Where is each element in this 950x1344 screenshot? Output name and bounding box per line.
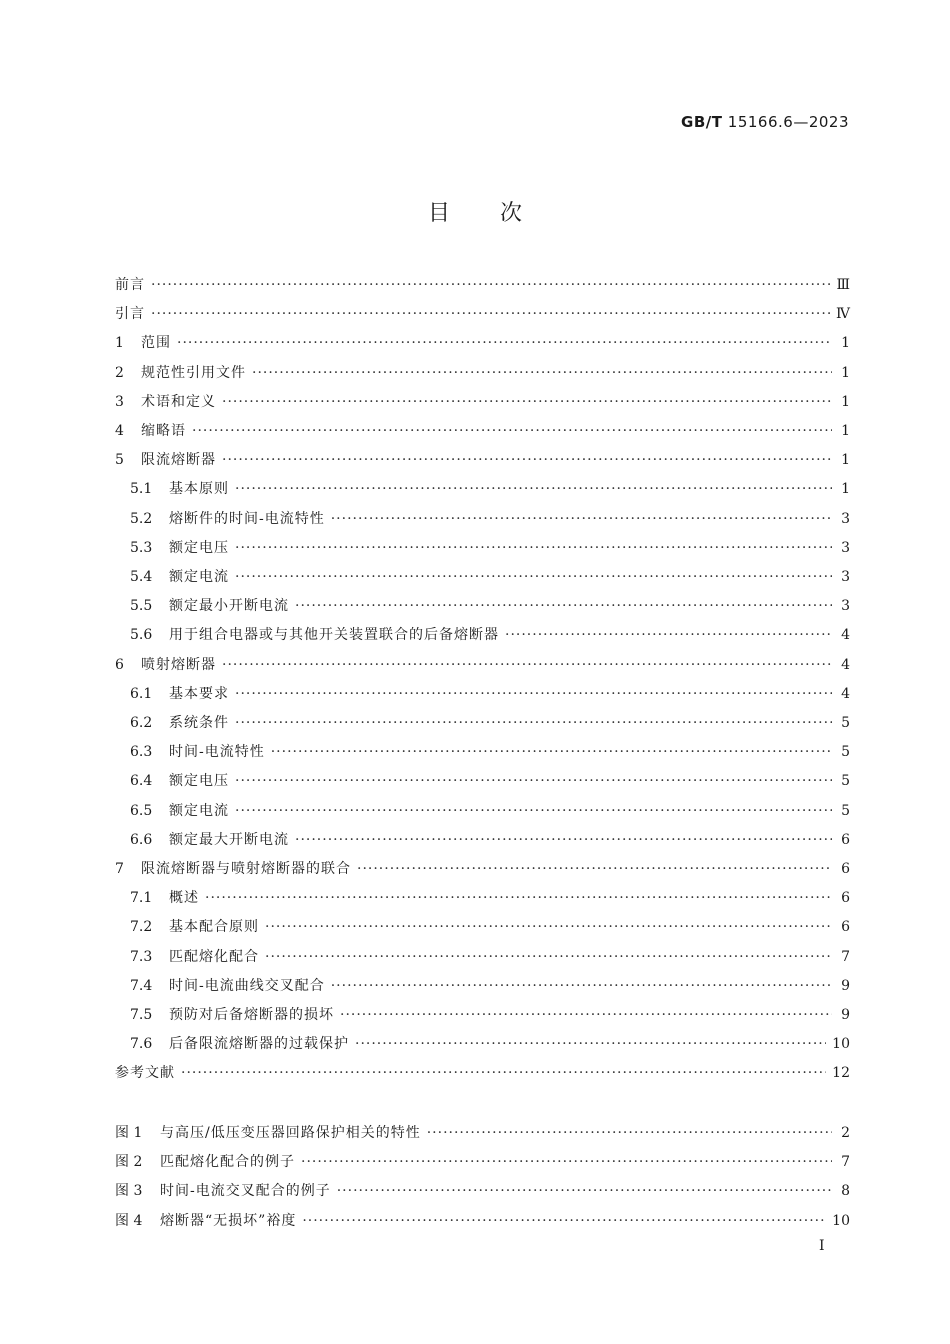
toc-entry-page: 6 (841, 831, 850, 848)
figure-entry-label: 时间-电流交叉配合的例子 (160, 1183, 331, 1200)
toc-entry-label: 额定电流 (169, 569, 229, 585)
dot-leader (151, 277, 830, 293)
toc-entry[interactable] (115, 829, 850, 851)
dot-leader (265, 949, 832, 965)
figure-entry-label: 匹配熔化配合的例子 (160, 1154, 295, 1171)
toc-entry-number: 6.5 (130, 802, 153, 819)
toc-entry-page: 10 (832, 1036, 850, 1053)
toc-entry-label: 用于组合电器或与其他开关装置联合的后备熔断器 (169, 627, 499, 644)
figure-entry-page: 2 (841, 1125, 850, 1141)
toc-entry-number: 7.4 (130, 977, 153, 994)
toc-entry-page: Ⅲ (836, 277, 850, 293)
dot-leader (235, 481, 832, 497)
toc-entry[interactable] (115, 537, 850, 559)
toc-entry[interactable] (115, 654, 850, 676)
figure-entry-page: 8 (841, 1183, 850, 1200)
figure-entry-page: 10 (832, 1212, 850, 1229)
toc-entry-label: 缩略语 (141, 423, 186, 439)
toc-entry[interactable] (115, 975, 850, 997)
toc-entry-page: 3 (841, 569, 850, 585)
dot-leader (235, 686, 832, 702)
dot-leader (295, 832, 832, 848)
toc-entry-label: 规范性引用文件 (141, 364, 246, 381)
standard-header (681, 113, 849, 131)
toc-entry-label: 额定电压 (169, 539, 229, 556)
dot-leader (301, 1154, 832, 1170)
toc-entry-number: 6.3 (130, 744, 153, 761)
toc-entry[interactable] (115, 478, 850, 500)
dot-leader (181, 1065, 826, 1081)
toc-entry-label: 概述 (169, 890, 199, 907)
toc-entry[interactable] (115, 858, 850, 880)
toc-entry-page: 1 (841, 335, 850, 352)
toc-entry-page: 9 (841, 977, 850, 994)
dot-leader (337, 1183, 832, 1199)
dot-leader (271, 744, 832, 760)
dot-leader (302, 1213, 826, 1229)
dot-leader (235, 715, 832, 731)
dot-leader (252, 365, 832, 381)
toc-entry-label: 范围 (141, 335, 171, 352)
toc-entry[interactable] (115, 1062, 850, 1084)
toc-entry[interactable] (115, 712, 850, 734)
dot-leader (235, 569, 832, 585)
toc-entry[interactable] (115, 887, 850, 909)
toc-entry[interactable] (115, 1004, 850, 1026)
figure-entry-number: 图 4 (115, 1212, 143, 1229)
dot-leader (427, 1125, 832, 1141)
toc-entry-label: 限流熔断器与喷射熔断器的联合 (141, 861, 351, 877)
toc-entry-number: 5.1 (130, 481, 153, 498)
toc-entry-number: 7.5 (130, 1007, 153, 1023)
toc-entry-page: 3 (841, 539, 850, 556)
toc-entry-number: 5.5 (130, 598, 153, 615)
toc-entry-number: 5.4 (130, 569, 153, 585)
toc-entry-number: 6 (115, 656, 124, 673)
toc-entry-page: 1 (841, 481, 850, 498)
toc-entry-label: 系统条件 (169, 715, 229, 731)
standard-number: 15166.6—2023 (727, 113, 849, 131)
figure-entry-number: 图 3 (115, 1183, 143, 1200)
toc-entry[interactable] (115, 303, 850, 325)
figure-entry-number: 图 2 (115, 1154, 143, 1171)
toc-entry-page: 6 (841, 919, 850, 936)
toc-entry-page: 12 (832, 1065, 850, 1082)
standard-prefix: GB/T (681, 113, 723, 131)
toc-entry-page: 4 (841, 656, 850, 673)
dot-leader (355, 1036, 826, 1052)
toc-entry[interactable] (115, 741, 850, 763)
dot-leader (331, 511, 832, 527)
toc-entry-label: 额定电流 (169, 802, 229, 819)
toc-entry[interactable] (115, 362, 850, 384)
figure-entry[interactable] (115, 1122, 850, 1144)
toc-entry-label: 熔断件的时间-电流特性 (169, 510, 325, 527)
toc-entry-page: 5 (841, 802, 850, 819)
toc-entry-page: 5 (841, 773, 850, 790)
toc-entry[interactable] (115, 566, 850, 588)
toc-entry-label: 参考文献 (115, 1065, 175, 1082)
figure-entry-label: 熔断器“无损坏”裕度 (160, 1212, 297, 1229)
toc-entry-label: 预防对后备熔断器的损坏 (169, 1007, 334, 1023)
dot-leader (295, 598, 832, 614)
toc-entry-page: 9 (841, 1007, 850, 1023)
toc-entry[interactable] (115, 274, 850, 296)
toc-entry-page: Ⅳ (836, 306, 850, 323)
toc-entry[interactable] (115, 508, 850, 530)
toc-entry-label: 匹配熔化配合 (169, 948, 259, 965)
toc-entry-page: 1 (841, 364, 850, 381)
toc-entry-label: 额定最小开断电流 (169, 598, 289, 615)
toc-entry-number: 1 (115, 335, 124, 352)
dot-leader (192, 423, 832, 439)
toc-entry-page: 3 (841, 510, 850, 527)
toc-entry-label: 时间-电流曲线交叉配合 (169, 977, 325, 994)
toc-entry-page: 1 (841, 423, 850, 439)
dot-leader (340, 1007, 832, 1023)
toc-entry-label: 时间-电流特性 (169, 744, 265, 761)
toc-entry[interactable] (115, 391, 850, 413)
dot-leader (222, 394, 832, 410)
toc-entry-number: 7.3 (130, 948, 153, 965)
toc-entry-number: 7.2 (130, 919, 153, 936)
toc-entry-number: 6.4 (130, 773, 153, 790)
toc-entry-number: 3 (115, 393, 124, 410)
toc-entry[interactable] (115, 624, 850, 646)
dot-leader (357, 861, 832, 877)
toc-entry[interactable] (115, 800, 850, 822)
toc-entry[interactable] (115, 916, 850, 938)
toc-entry-number: 2 (115, 364, 124, 381)
dot-leader (205, 890, 832, 906)
toc-entry-label: 基本原则 (169, 481, 229, 498)
figure-entry-label: 与高压/低压变压器回路保护相关的特性 (160, 1125, 421, 1141)
toc-entry[interactable] (115, 1033, 850, 1055)
toc-entry-label: 限流熔断器 (141, 452, 216, 469)
toc-entry-page: 6 (841, 861, 850, 877)
dot-leader (177, 335, 832, 351)
toc-entry-label: 额定电压 (169, 773, 229, 790)
toc-entry-label: 引言 (115, 306, 145, 323)
toc-entry-page: 7 (841, 948, 850, 965)
toc-entry-label: 基本配合原则 (169, 919, 259, 936)
toc-entry[interactable] (115, 595, 850, 617)
toc-entry-number: 5 (115, 452, 124, 469)
figure-entry-number: 图 1 (115, 1125, 143, 1141)
toc-entry-number: 7.1 (130, 890, 153, 907)
page-number: I (819, 1238, 825, 1254)
toc-entry[interactable] (115, 946, 850, 968)
toc-entry-page: 6 (841, 890, 850, 907)
toc-entry-number: 5.2 (130, 510, 153, 527)
dot-leader (235, 773, 832, 789)
toc-entry[interactable] (115, 683, 850, 705)
toc-entry-number: 4 (115, 423, 124, 439)
toc-entry-label: 术语和定义 (141, 393, 216, 410)
toc-entry-page: 5 (841, 744, 850, 761)
dot-leader (151, 306, 830, 322)
figure-entry[interactable] (115, 1180, 850, 1202)
toc-entry-page: 1 (841, 452, 850, 469)
dot-leader (235, 803, 832, 819)
page-title: 目次 (427, 201, 572, 226)
toc-entry-label: 前言 (115, 277, 145, 293)
dot-leader (235, 540, 832, 556)
dot-leader (222, 657, 832, 673)
toc-entry-label: 喷射熔断器 (141, 656, 216, 673)
dot-leader (222, 452, 832, 468)
toc-entry-label: 额定最大开断电流 (169, 831, 289, 848)
toc-entry[interactable] (115, 332, 850, 354)
figure-entry[interactable] (115, 1151, 850, 1173)
toc-entry-page: 5 (841, 715, 850, 731)
figure-entry[interactable] (115, 1210, 850, 1232)
dot-leader (265, 919, 832, 935)
toc-entry-label: 基本要求 (169, 685, 229, 702)
toc-entry-page: 3 (841, 598, 850, 615)
toc-entry-page: 1 (841, 393, 850, 410)
toc-entry[interactable] (115, 449, 850, 471)
toc-entry-label: 后备限流熔断器的过载保护 (169, 1036, 349, 1053)
toc-entry[interactable] (115, 420, 850, 442)
toc-entry-number: 6.2 (130, 715, 153, 731)
dot-leader (505, 627, 832, 643)
toc-entry-number: 6.6 (130, 831, 153, 848)
toc-entry-page: 4 (841, 685, 850, 702)
toc-entry[interactable] (115, 770, 850, 792)
toc-entry-page: 4 (841, 627, 850, 644)
toc-entry-number: 5.3 (130, 539, 153, 556)
toc-entry-number: 7 (115, 861, 124, 877)
toc-entry-number: 5.6 (130, 627, 153, 644)
toc-entry-number: 7.6 (130, 1036, 153, 1053)
dot-leader (331, 978, 832, 994)
figure-entry-page: 7 (841, 1154, 850, 1171)
toc-entry-number: 6.1 (130, 685, 153, 702)
